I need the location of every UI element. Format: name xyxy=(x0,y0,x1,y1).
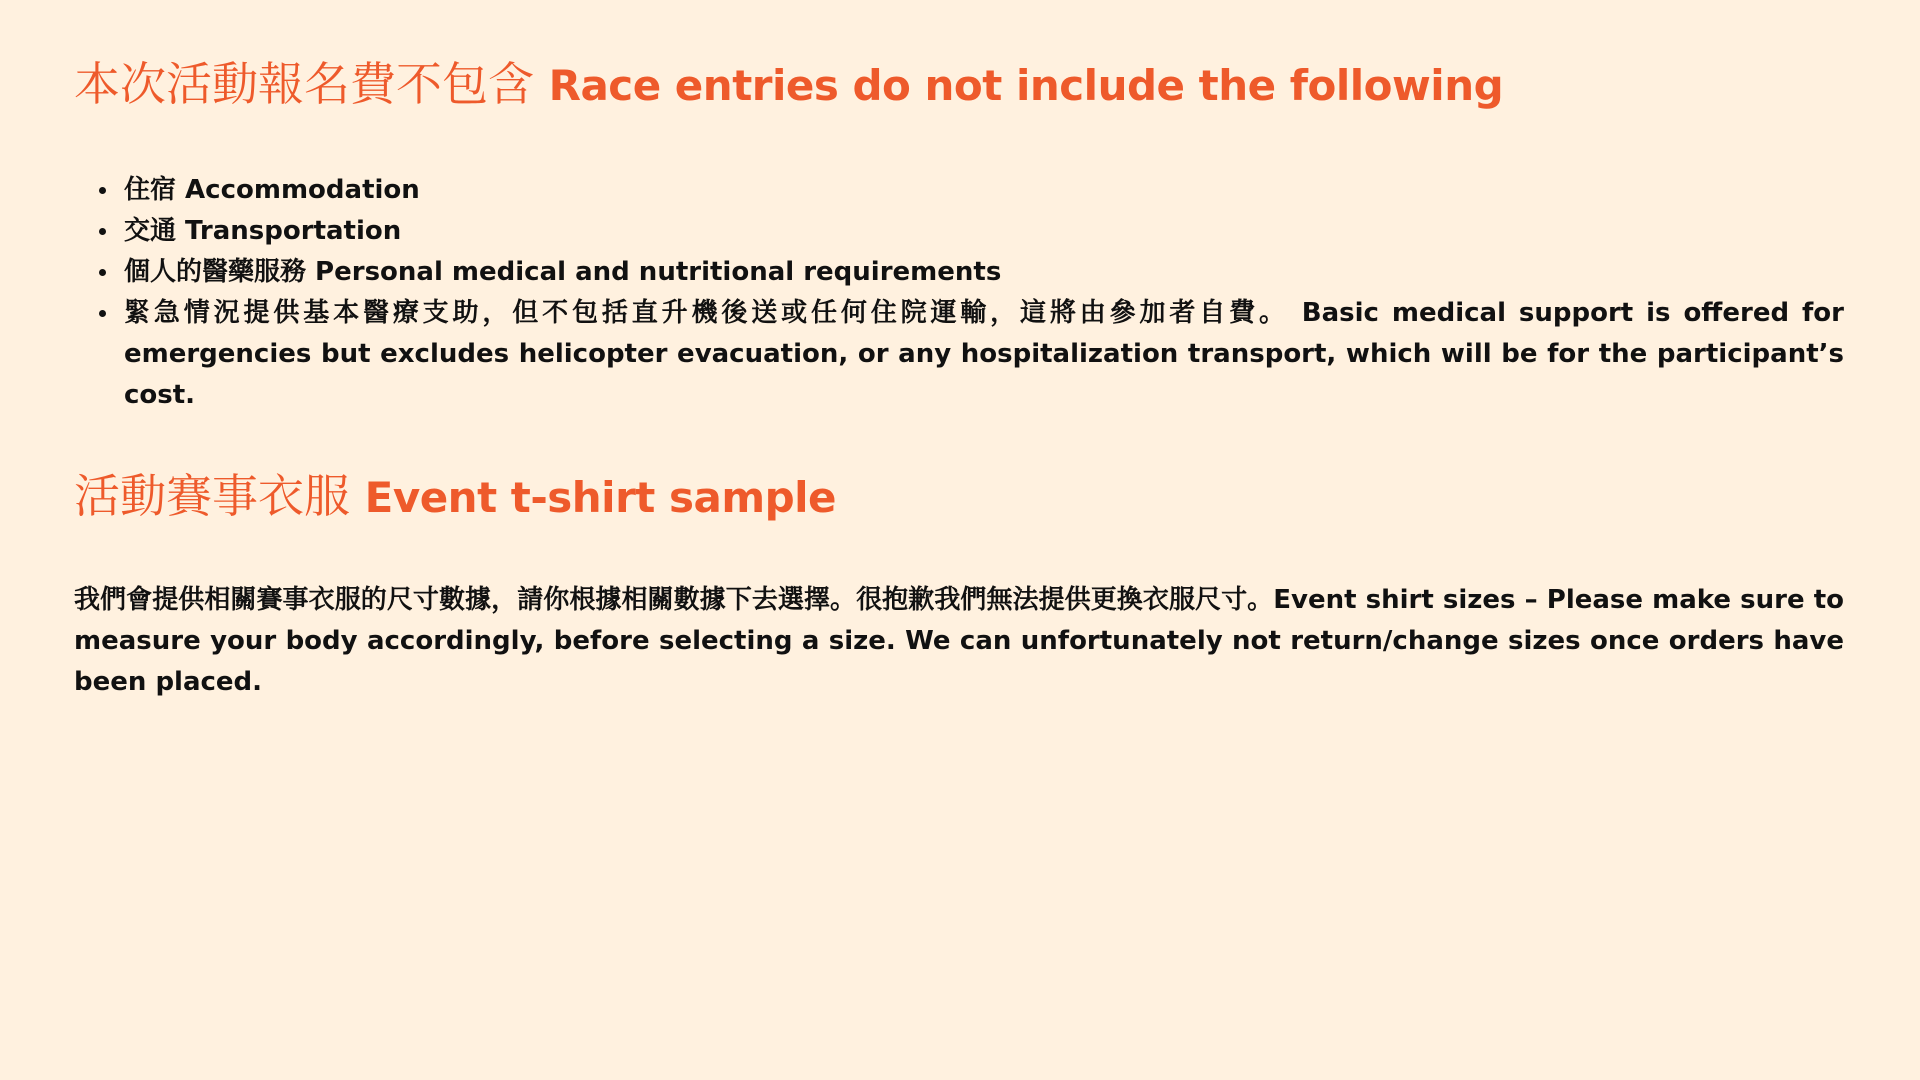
bullet-icon xyxy=(99,228,106,235)
page-content xyxy=(74,52,1844,703)
exclusions-section xyxy=(74,52,1844,416)
exclusion-accommodation-text: 住宿 Accommodation xyxy=(124,175,420,205)
exclusion-personal-medical xyxy=(124,252,1844,293)
tshirt-size-note: 我們會提供相關賽事衣服的尺寸數據，請你根據相關數據下去選擇。很抱歉我們無法提供更換衣服尺寸。Event shirt sizes – Please make sure to measure your body accordingly, before selecting a size. We can unfortunately not return/change sizes once orders have been placed. xyxy=(74,585,1844,697)
exclusion-emergency-medical xyxy=(124,293,1844,416)
exclusions-list xyxy=(74,170,1844,416)
exclusion-transportation-text: 交通 Transportation xyxy=(124,216,402,246)
exclusions-heading-english: Race entries do not include the following xyxy=(548,61,1504,110)
tshirt-section xyxy=(74,464,1844,703)
tshirt-heading xyxy=(74,464,1844,530)
bullet-icon xyxy=(99,310,106,317)
bullet-icon xyxy=(99,269,106,276)
exclusion-emergency-medical-text: 緊急情況提供基本醫療支助，但不包括直升機後送或任何住院運輸，這將由參加者自費。 Basic medical support is offered for emergencies but excludes helicopter evacuation, or any hospitalization transport, which will be for the participant’s cost. xyxy=(124,298,1844,410)
tshirt-heading-english: Event t-shirt sample xyxy=(364,473,837,522)
exclusions-heading xyxy=(74,52,1844,118)
tshirt-heading-chinese: 活動賽事衣服 xyxy=(74,469,350,523)
exclusions-heading-chinese: 本次活動報名費不包含 xyxy=(74,57,534,111)
exclusion-accommodation xyxy=(124,170,1844,211)
bullet-icon xyxy=(99,187,106,194)
exclusion-transportation xyxy=(124,211,1844,252)
exclusion-personal-medical-text: 個人的醫藥服務 Personal medical and nutritional requirements xyxy=(124,257,1002,287)
